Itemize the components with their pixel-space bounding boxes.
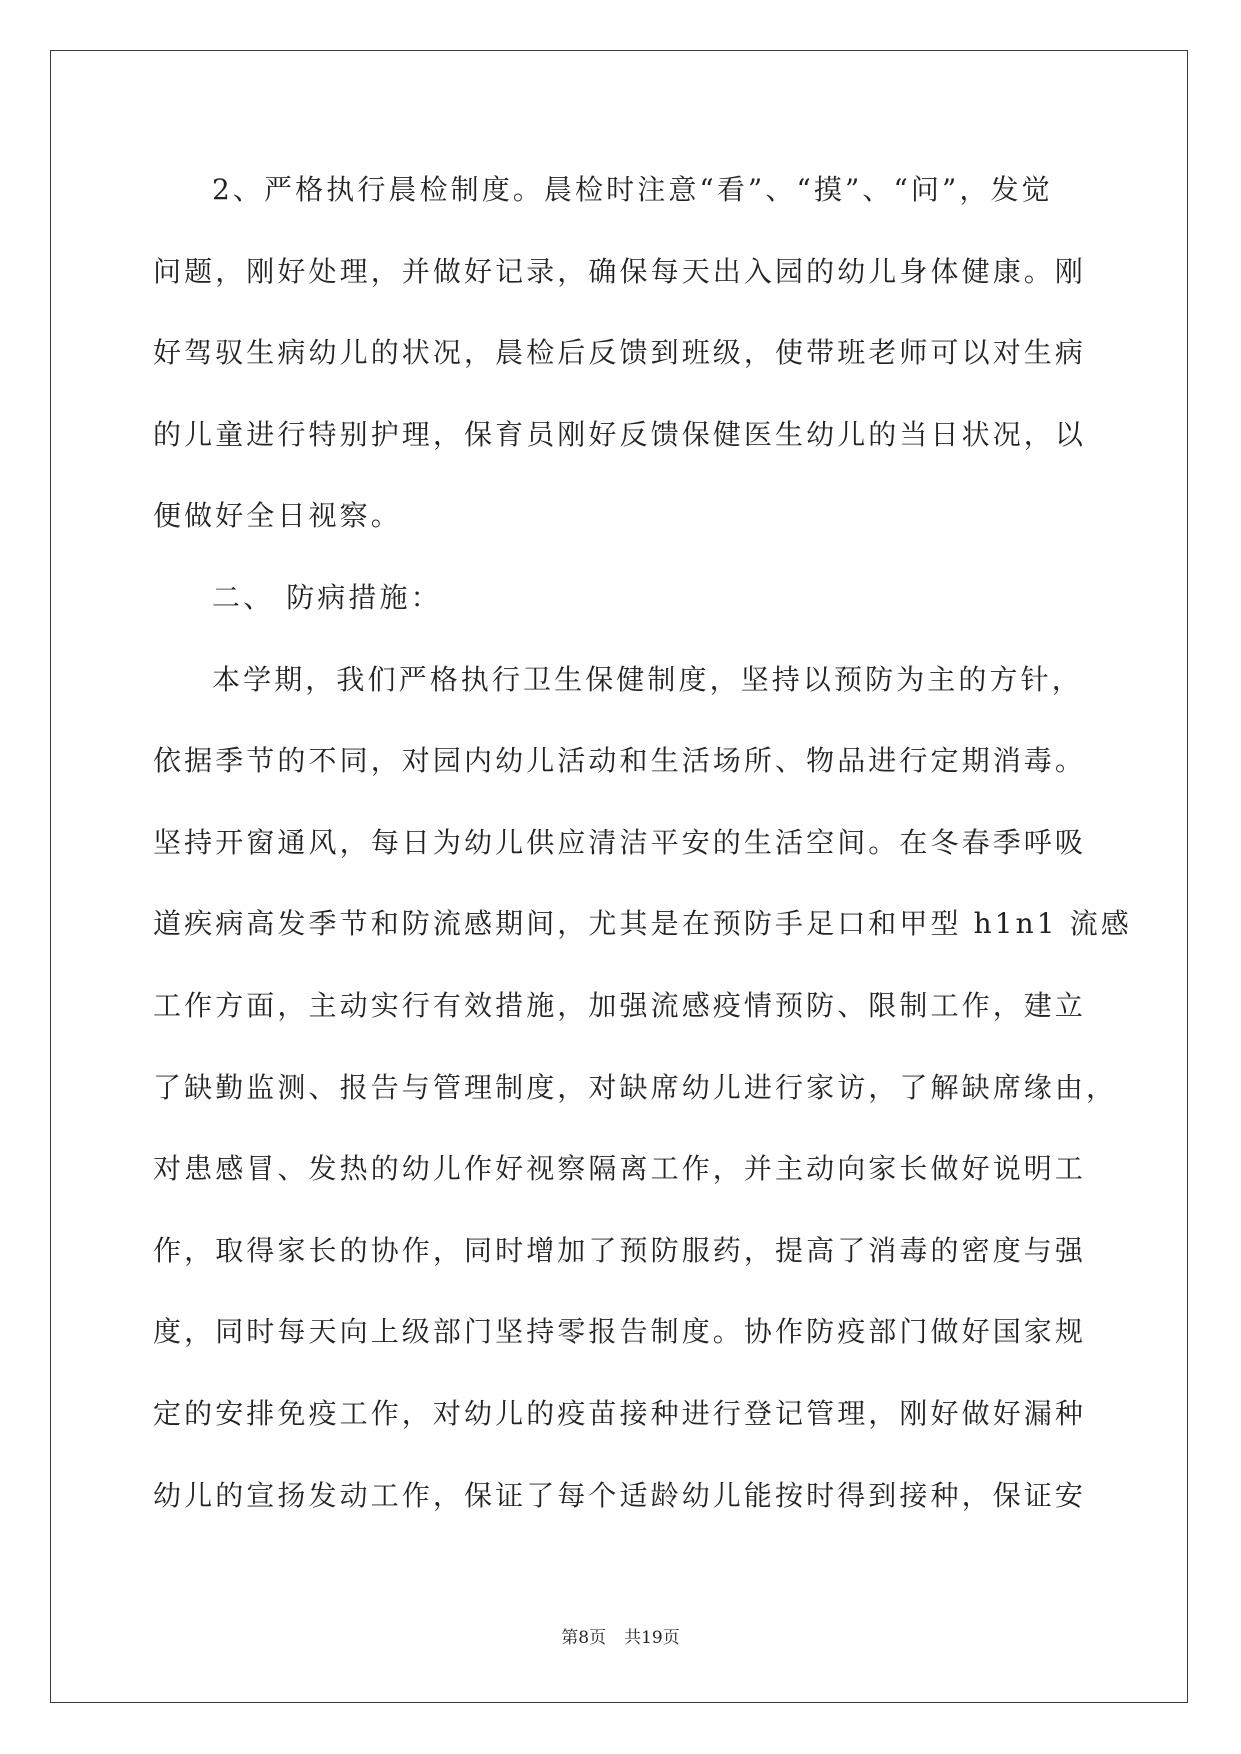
paragraph-line: 幼儿的宣扬发动工作，保证了每个适龄幼儿能按时得到接种，保证安 [153, 1478, 1087, 1512]
paragraph-line: 了缺勤监测、报告与管理制度，对缺席幼儿进行家访，了解缺席缘由， [153, 1070, 1118, 1104]
paragraph-line: 好驾驭生病幼儿的状况，晨检后反馈到班级，使带班老师可以对生病 [153, 336, 1087, 370]
paragraph-line: 度，同时每天向上级部门坚持零报告制度。协作防疫部门做好国家规 [153, 1315, 1087, 1349]
paragraph-line: 依据季节的不同，对园内幼儿活动和生活场所、物品进行定期消毒。 [153, 744, 1087, 778]
total-pages-label: 共19页 [624, 1628, 680, 1648]
section-heading-disease-prevention [153, 557, 1113, 639]
paragraph-line: 本学期，我们严格执行卫生保健制度，坚持以预防为主的方针， [212, 662, 1083, 696]
paragraph-line: 定的安排免疫工作，对幼儿的疫苗接种进行登记管理，刚好做好漏种 [153, 1396, 1087, 1430]
paragraph-prevention-measures [153, 639, 1132, 1537]
paragraph-morning-check [153, 149, 1113, 557]
paragraph-line: 坚持开窗通风，每日为幼儿供应清洁平安的生活空间。在冬春季呼吸 [153, 825, 1087, 859]
paragraph-line: 的儿童进行特别护理，保育员刚好反馈保健医生幼儿的当日状况，以 [153, 417, 1087, 451]
paragraph-line: 便做好全日视察。 [153, 499, 402, 533]
footer-page-number [0, 1626, 1241, 1650]
paragraph-line: 工作方面，主动实行有效措施，加强流感疫情预防、限制工作，建立 [153, 988, 1087, 1022]
paragraph-line: 问题，刚好处理，并做好记录，确保每天出入园的幼儿身体健康。刚 [153, 254, 1087, 288]
body-text [153, 149, 1132, 1536]
paragraph-line: 对患感冒、发热的幼儿作好视察隔离工作，并主动向家长做好说明工 [153, 1152, 1087, 1186]
paragraph-line: 2、严格执行晨检制度。晨检时注意“看”、“摸”、“问”，发觉 [212, 173, 1053, 206]
paragraph-line: 作，取得家长的协作，同时增加了预防服药，提高了消毒的密度与强 [153, 1233, 1087, 1267]
section-heading: 二、 防病措施： [212, 580, 442, 614]
paragraph-line: 道疾病高发季节和防流感期间，尤其是在预防手足口和甲型 h1n1 流感 [153, 907, 1132, 941]
current-page-label: 第8页 [561, 1628, 607, 1648]
